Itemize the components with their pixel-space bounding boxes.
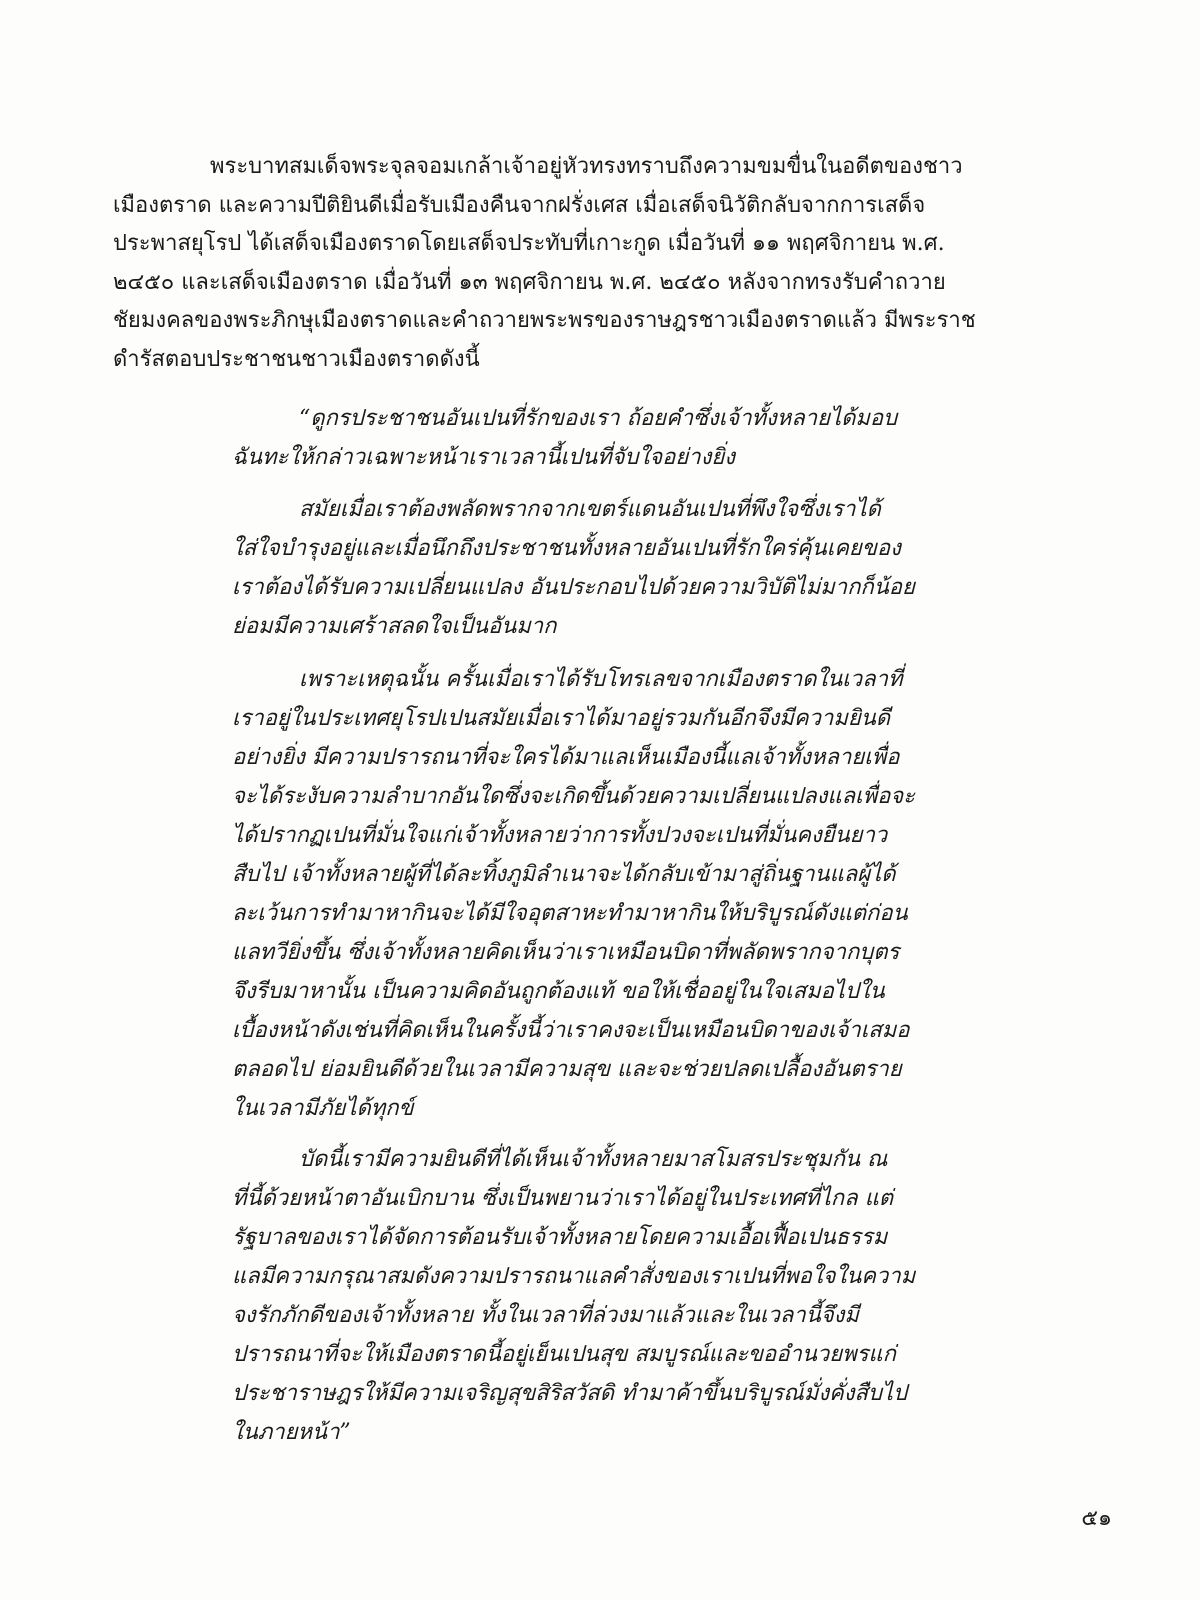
quote-line: ย่อมมีความเศร้าสลดใจเป็นอันมาก — [232, 614, 557, 639]
intro-line: ชัยมงคลของพระภิกษุเมืองตราดและคำถวายพระพรของราษฎรชาวเมืองตราดแล้ว มีพระราช — [113, 308, 976, 333]
intro-line: เมืองตราด และความปีติยินดีเมื่อรับเมืองคืนจากฝรั่งเศส เมื่อเสด็จนิวัติกลับจากการเสด็จ — [113, 192, 926, 218]
quote-line: เบื้องหน้าดังเช่นที่คิดเห็นในครั้งนี้ว่าเราคงจะเป็นเหมือนบิดาของเจ้าเสมอ — [232, 1018, 910, 1043]
quote-line: ตลอดไป ย่อมยินดีด้วยในเวลามีความสุข และจะช่วยปลดเปลื้องอันตราย — [232, 1057, 902, 1082]
quote-line: ปรารถนาที่จะให้เมืองตราดนี้อยู่เย็นเปนสุข สมบูรณ์และขออำนวยพรแก่ — [232, 1342, 896, 1367]
quote-line: ที่นี้ด้วยหน้าตาอันเบิกบาน ซึ่งเป็นพยานว่าเราได้อยู่ในประเทศที่ไกล แต่ — [232, 1186, 894, 1211]
quote-line: จึงรีบมาหานั้น เป็นความคิดอันถูกต้องแท้ ขอให้เชื่ออยู่ในใจเสมอไปใน — [232, 979, 885, 1004]
quote-line: เราอยู่ในประเทศยุโรปเปนสมัยเมื่อเราได้มาอยู่รวมกันอีกจึงมีความยินดี — [232, 706, 891, 731]
quote-line: ในภายหน้า” — [232, 1420, 351, 1445]
quote-paragraph-4 — [232, 1140, 1032, 1452]
quote-line: เราต้องได้รับความเปลี่ยนแปลง อันประกอบไปด้วยความวิบัติไม่มากก็น้อย — [232, 575, 915, 600]
quote-line: สืบไป เจ้าทั้งหลายผู้ที่ได้ละทิ้งภูมิลำเนาจะได้กลับเข้ามาสู่ถิ่นฐานแลผู้ได้ — [232, 862, 896, 887]
quote-line: เพราะเหตุฉนั้น ครั้นเมื่อเราได้รับโทรเลขจากเมืองตราดในเวลาที่ — [299, 667, 903, 692]
quote-line: ประชาราษฎรให้มีความเจริญสุขสิริสวัสดิ ทำมาค้าขึ้นบริบูรณ์มั่งคั่งสืบไป — [232, 1381, 907, 1406]
intro-paragraph — [113, 148, 1025, 379]
intro-line: พระบาทสมเด็จพระจุลจอมเกล้าเจ้าอยู่หัวทรงทราบถึงความขมขื่นในอดีตของชาว — [210, 154, 963, 179]
quote-line: แลทวียิ่งขึ้น ซึ่งเจ้าทั้งหลายคิดเห็นว่าเราเหมือนบิดาที่พลัดพรากจากบุตร — [232, 940, 900, 965]
quote-line: “ดูกรประชาชนอันเปนที่รักของเรา ถ้อยคำซึ่งเจ้าทั้งหลายได้มอบ — [299, 406, 898, 431]
quote-line: แลมีความกรุณาสมดังความปรารถนาแลคำสั่งของเราเปนที่พอใจในความ — [232, 1264, 916, 1289]
quote-line: ละเว้นการทำมาหากินจะได้มีใจอุตสาหะทำมาหากินให้บริบูรณ์ดังแต่ก่อน — [232, 901, 908, 926]
quote-line: ใส่ใจบำรุงอยู่และเมื่อนึกถึงประชาชนทั้งหลายอันเปนที่รักใคร่คุ้นเคยของ — [232, 536, 901, 561]
quote-paragraph-1 — [232, 399, 1032, 477]
quote-line: จงรักภักดีของเจ้าทั้งหลาย ทั้งในเวลาที่ล่วงมาแล้วและในเวลานี้จึงมี — [232, 1303, 859, 1328]
quote-line: ในเวลามีภัยได้ทุกข์ — [232, 1096, 414, 1121]
quote-line: บัดนี้เรามีความยินดีที่ได้เห็นเจ้าทั้งหลายมาสโมสรประชุมกัน ณ — [299, 1147, 888, 1172]
quote-paragraph-2 — [232, 490, 1032, 646]
quote-line: อย่างยิ่ง มีความปรารถนาที่จะใครได้มาแลเห็นเมืองนี้แลเจ้าทั้งหลายเพื่อ — [232, 745, 900, 770]
intro-line: ๒๔๕๐ และเสด็จเมืองตราด เมื่อวันที่ ๑๓ พฤศจิกายน พ.ศ. ๒๔๕๐ หลังจากทรงรับคำถวาย — [113, 269, 946, 295]
quote-line: สมัยเมื่อเราต้องพลัดพรากจากเขตร์แดนอันเปนที่พึงใจซึ่งเราได้ — [299, 497, 881, 522]
quote-line: รัฐบาลของเราได้จัดการต้อนรับเจ้าทั้งหลายโดยความเอื้อเฟื้อเปนธรรม — [232, 1225, 888, 1250]
quote-line: ฉันทะให้กล่าวเฉพาะหน้าเราเวลานี้เปนที่จับใจอย่างยิ่ง — [232, 445, 735, 470]
page-number: ๕๑ — [1081, 1506, 1112, 1531]
quote-line: จะได้ระงับความลำบากอันใดซึ่งจะเกิดขึ้นด้วยความเปลี่ยนแปลงแลเพื่อจะ — [232, 784, 915, 809]
quote-line: ได้ปรากฏเปนที่มั่นใจแก่เจ้าทั้งหลายว่าการทั้งปวงจะเปนที่มั่นคงยืนยาว — [232, 823, 888, 848]
intro-line: ดำรัสตอบประชาชนชาวเมืองตราดดังนี้ — [113, 346, 480, 372]
quote-paragraph-3 — [232, 660, 1032, 1128]
intro-line: ประพาสยุโรป ได้เสด็จเมืองตราดโดยเสด็จประทับที่เกาะกูด เมื่อวันที่ ๑๑ พฤศจิกายน พ.ศ. — [113, 231, 945, 256]
